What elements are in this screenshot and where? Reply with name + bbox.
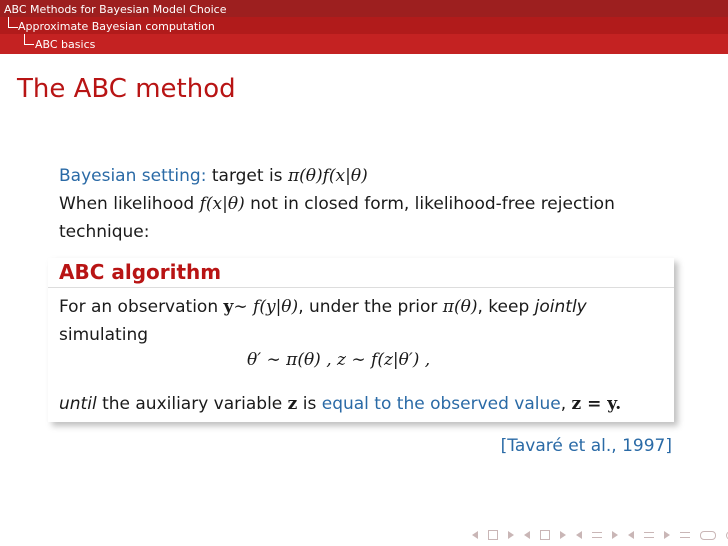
tree-connector-icon <box>8 17 18 28</box>
nav-subsection-link[interactable]: Approximate Bayesian computation <box>18 20 215 33</box>
section-icon[interactable] <box>592 532 602 538</box>
algorithm-line-2: simulating <box>59 325 149 345</box>
intro-line-3: technique: <box>59 222 150 242</box>
nav-subsubsection-bar <box>0 34 728 54</box>
citation: [Tavaré et al., 1997] <box>500 436 672 456</box>
subsection-icon[interactable] <box>644 532 654 538</box>
prev-section-icon[interactable] <box>576 531 582 539</box>
align-icon[interactable] <box>680 532 690 538</box>
next-subsection-icon[interactable] <box>664 531 670 539</box>
beamer-navigation-controls <box>472 530 728 540</box>
slide-icon[interactable] <box>488 530 498 540</box>
setting-label: Bayesian setting: <box>59 166 207 186</box>
emphasis-text: until <box>59 394 97 414</box>
algorithm-text: is <box>302 394 317 414</box>
nav-subsection-bar <box>0 17 728 34</box>
setting-text: target is <box>211 166 283 186</box>
algorithm-text: , under the prior <box>298 297 438 317</box>
target-formula: π(θ)f(x|θ) <box>287 166 368 186</box>
algorithm-block-title: ABC algorithm <box>59 260 222 284</box>
algorithm-text: , <box>560 394 567 414</box>
algorithm-line-4 <box>59 394 621 414</box>
algorithm-text: the auxiliary variable <box>102 394 283 414</box>
algorithm-text: For an observation <box>59 297 219 317</box>
emphasis-text: jointly <box>534 297 587 317</box>
intro-line-2 <box>59 194 615 214</box>
equality-formula: z = y. <box>571 394 622 414</box>
next-frame-icon[interactable] <box>560 531 566 539</box>
observation-distribution: ∼ f(y|θ) <box>233 297 299 317</box>
next-section-icon[interactable] <box>612 531 618 539</box>
prev-frame-icon[interactable] <box>524 531 530 539</box>
auxiliary-symbol: z <box>287 394 298 414</box>
nav-section-bar <box>0 0 728 17</box>
nav-section-link[interactable]: ABC Methods for Bayesian Model Choice <box>4 3 227 16</box>
tree-connector-icon <box>24 34 34 45</box>
observation-symbol: y <box>223 297 234 317</box>
likelihood-formula: f(x|θ) <box>199 194 245 214</box>
intro-text: When likelihood <box>59 194 195 214</box>
block-divider <box>48 287 674 288</box>
next-slide-icon[interactable] <box>508 531 514 539</box>
prev-subsection-icon[interactable] <box>628 531 634 539</box>
intro-text: not in closed form, likelihood-free rejection <box>250 194 615 214</box>
display-equation: θ′ ∼ π(θ) , z ∼ f(z|θ′) , <box>247 350 431 370</box>
page-title: The ABC method <box>17 74 236 104</box>
back-forward-icon[interactable] <box>700 531 716 540</box>
highlighted-condition: equal to the observed value <box>321 394 561 414</box>
algorithm-text: , keep <box>477 297 530 317</box>
algorithm-line-1 <box>59 297 587 317</box>
intro-line-1 <box>59 166 368 186</box>
frame-icon[interactable] <box>540 530 550 540</box>
prior-formula: π(θ) <box>442 297 478 317</box>
prev-slide-icon[interactable] <box>472 531 478 539</box>
nav-subsubsection-link[interactable]: ABC basics <box>35 38 96 51</box>
